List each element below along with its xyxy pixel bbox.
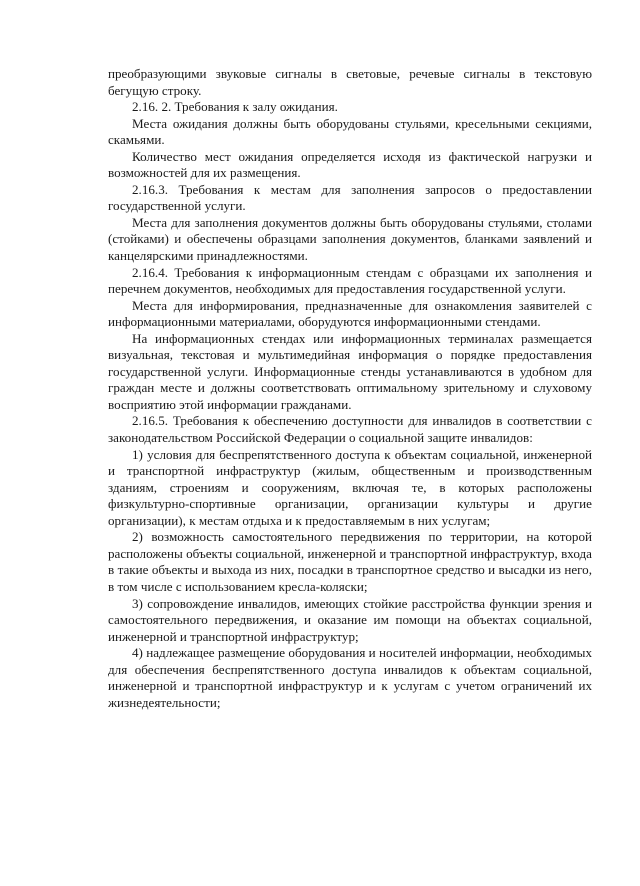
paragraph-2: 2.16. 2. Требования к залу ожидания. (132, 99, 338, 115)
paragraph-4: Количество мест ожидания определяется исходя из фактической нагрузки и возможностей для их размещения. (108, 148, 592, 181)
paragraph-8: Места для информирования, предназначенные для ознакомления заявителей с информационными материалами, оборудуются информационными стендами. (108, 297, 592, 330)
paragraph-6: Места для заполнения документов должны быть оборудованы стульями, столами (стойками) и обеспечены образцами заполнения документов, бланками заявлений и канцелярскими принадлежностями. (108, 214, 592, 264)
paragraph-14: 4) надлежащее размещение оборудования и носителей информации, необходимых для обеспечения беспрепятственного доступа инвалидов к объектам социальной, инженерной и транспортной инфраструктур и к услугам с учетом ограничений их жизнедеятельности; (108, 645, 592, 710)
paragraph-1: преобразующими звуковые сигналы в световые, речевые сигналы в текстовую бегущую строку. (108, 66, 592, 98)
paragraph-3: Места ожидания должны быть оборудованы стульями, кресельными секциями, скамьями. (108, 115, 592, 148)
paragraph-7: 2.16.4. Требования к информационным стендам с образцами их заполнения и перечнем документов, необходимых для предоставления государственной услуги. (108, 264, 592, 297)
paragraph-11: 1) условия для беспрепятственного доступа к объектам социальной, инженерной и транспортной инфраструктур (жилым, общественным и производственным зданиям, строениям и сооружениям, включая те, в которых расположены физкультурно-спортивные организации, организации культуры и другие организации), к местам отдыха и к предоставляемым в них услугам; (108, 446, 592, 528)
paragraph-10: 2.16.5. Требования к обеспечению доступности для инвалидов в соответствии с законодательством Российской Федерации о социальной защите инвалидов: (108, 413, 592, 446)
paragraph-12: 2) возможность самостоятельного передвижения по территории, на которой расположены объекты социальной, инженерной и транспортной инфраструктур, входа в такие объекты и выхода из них, посадки в транспортное средство и высадки из него, в том числе с использованием кресла-коляски; (108, 529, 592, 594)
paragraph-9: На информационных стендах или информационных терминалах размещается визуальная, текстовая и мультимедийная информация о порядке предоставления государственной услуги. Информационные стенды устанавливаются в удобном для граждан месте и должны соответствовать оптимальному зрительному и слуховому восприятию этой информации гражданами. (108, 330, 592, 412)
document-page (108, 66, 592, 711)
paragraph-5: 2.16.3. Требования к местам для заполнения запросов о предоставлении государственной услуги. (108, 181, 592, 214)
paragraph-13: 3) сопровождение инвалидов, имеющих стойкие расстройства функции зрения и самостоятельного передвижения, и оказание им помощи на объектах социальной, инженерной и транспортной инфраструктур; (108, 595, 592, 644)
